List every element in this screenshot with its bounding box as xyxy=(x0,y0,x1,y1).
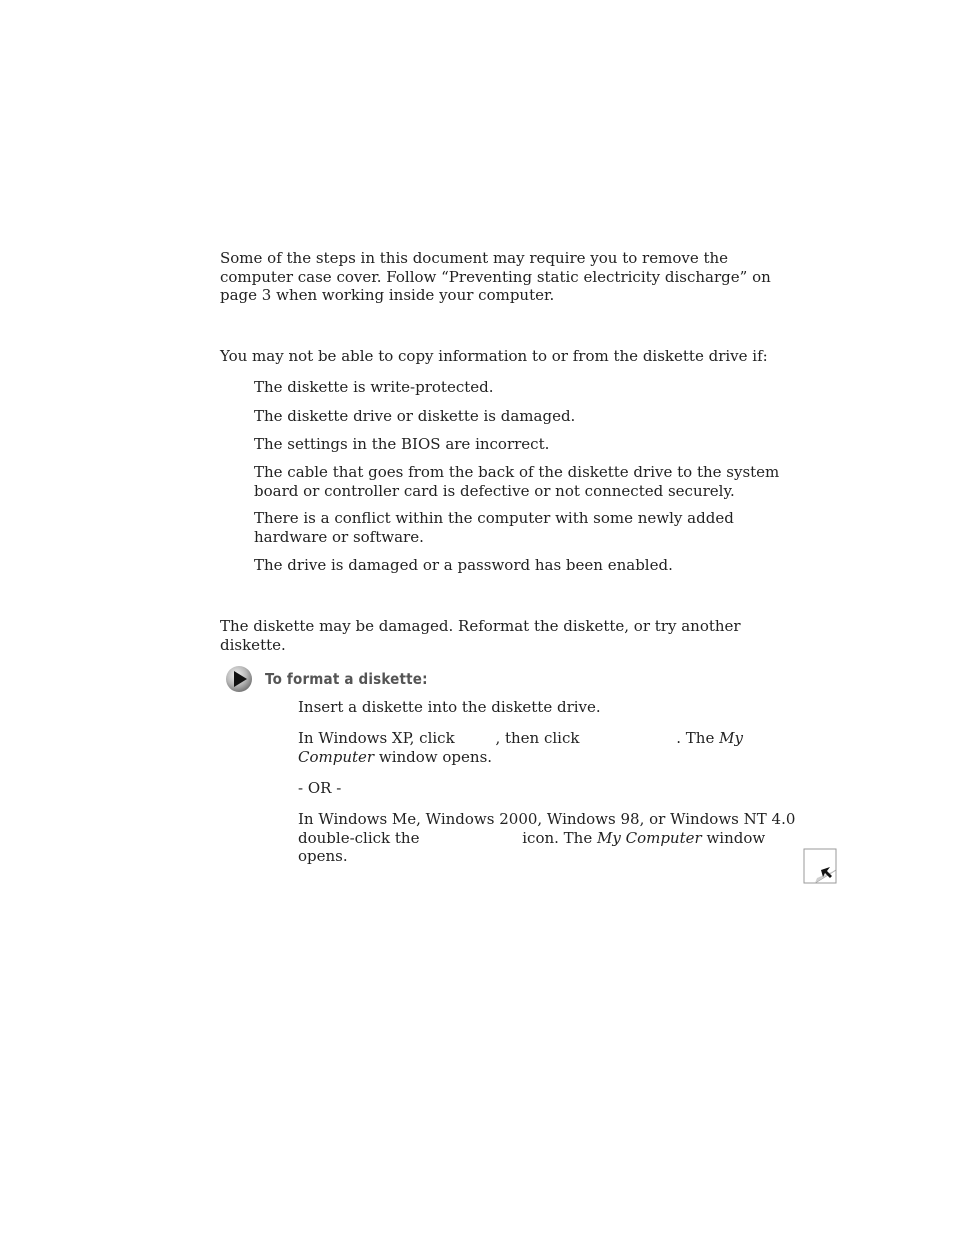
page-turn-icon xyxy=(803,848,837,884)
damaged-paragraph: The diskette may be damaged. Reformat the diskette, or try another diskette. xyxy=(220,617,741,654)
step-windows-other: In Windows Me, Windows 2000, Windows 98, or Windows NT 4.0 double-click the icon. The My Computer window opens. xyxy=(298,810,796,865)
list-item: The diskette is write-protected. xyxy=(254,378,494,396)
procedure-heading xyxy=(225,664,446,694)
step-windows-xp: In Windows XP, click , then click . The My Computer window opens. xyxy=(298,729,743,766)
cannot-copy-lead: You may not be able to copy information to or from the diskette drive if: xyxy=(220,347,768,365)
list-item: The drive is damaged or a password has been enabled. xyxy=(254,556,673,574)
play-arrow-icon xyxy=(225,665,253,693)
list-item: The settings in the BIOS are incorrect. xyxy=(254,435,550,453)
or-separator: - OR - xyxy=(298,779,342,797)
step-insert-diskette: Insert a diskette into the diskette drive. xyxy=(298,698,601,716)
procedure-title: To format a diskette: xyxy=(265,670,428,688)
list-item: The cable that goes from the back of the diskette drive to the system board or controller card is defective or not connected securely. xyxy=(254,463,780,500)
intro-paragraph: Some of the steps in this document may require you to remove the computer case cover. Follow “Preventing static electricity discharge” on page 3 when working inside your computer. xyxy=(220,249,771,304)
list-item: There is a conflict within the computer with some newly added hardware or software. xyxy=(254,509,734,546)
list-item: The diskette drive or diskette is damaged. xyxy=(254,407,576,425)
